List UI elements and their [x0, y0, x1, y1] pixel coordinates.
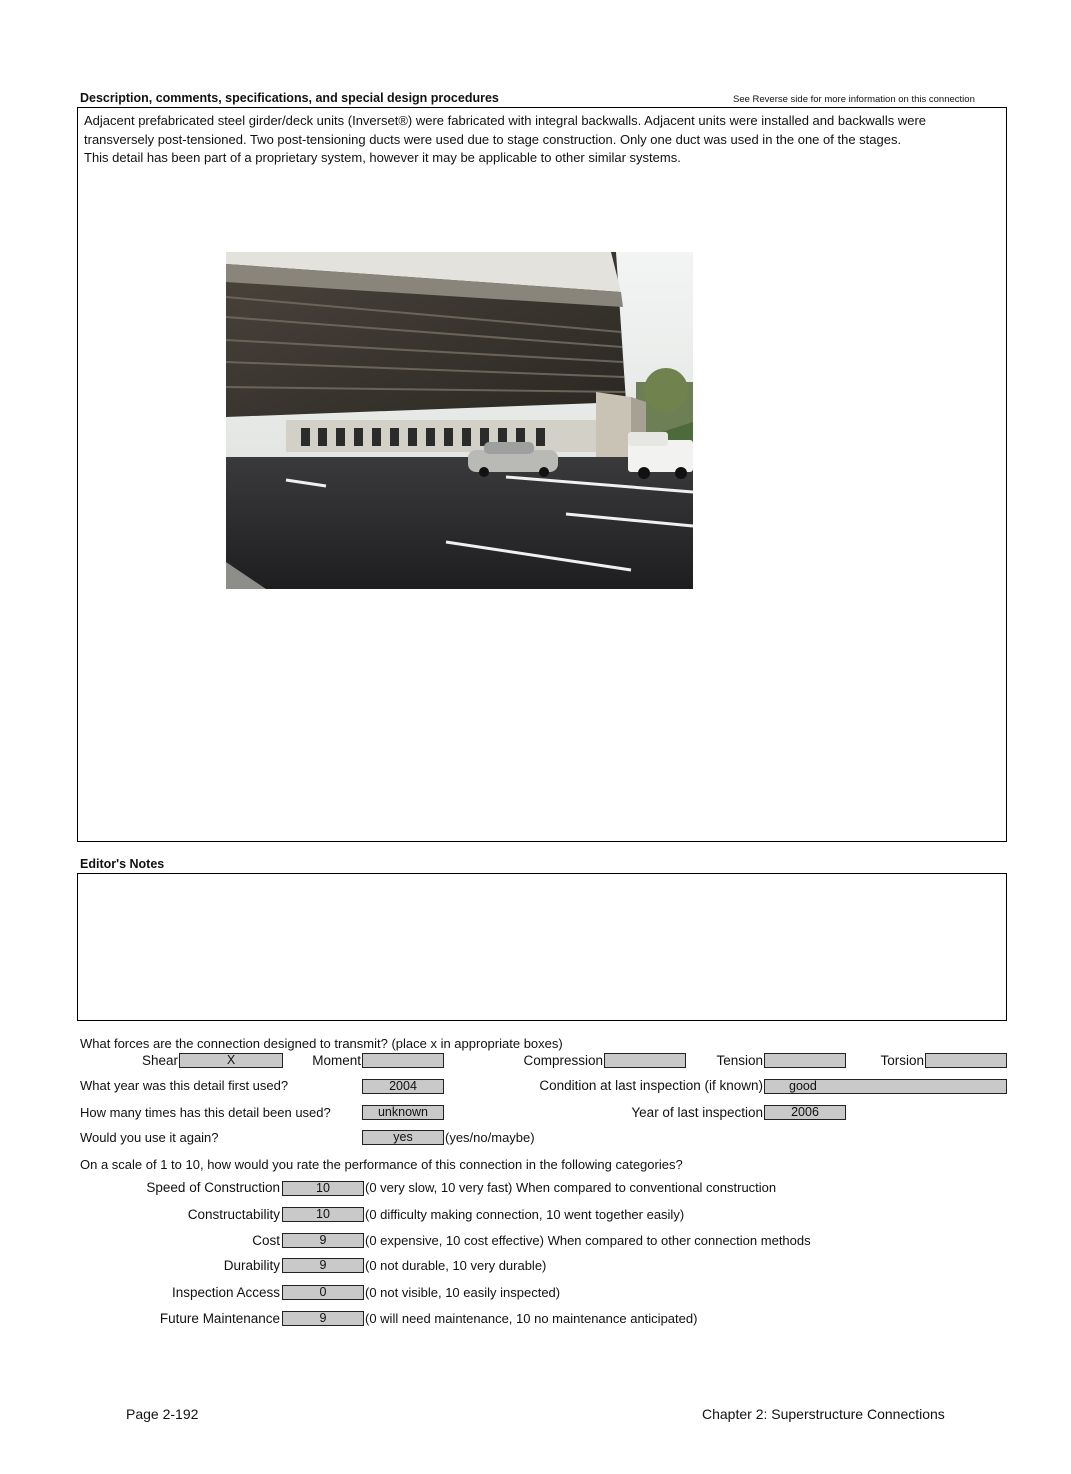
first-used-field[interactable]: 2004 [362, 1079, 444, 1094]
rating-hint-speed: (0 very slow, 10 very fast) When compared to conventional construction [365, 1180, 777, 1195]
torsion-field[interactable] [925, 1053, 1007, 1068]
shear-field[interactable]: X [179, 1053, 283, 1068]
use-again-question: Would you use it again? [80, 1130, 219, 1145]
bridge-underside-photo [226, 252, 693, 589]
rating-hint-cost: (0 expensive, 10 cost effective) When compared to other connection methods [365, 1233, 811, 1248]
rating-intro: On a scale of 1 to 10, how would you rate the performance of this connection in the following categories? [80, 1157, 683, 1172]
use-again-field[interactable]: yes [362, 1130, 444, 1145]
footer-page-number: Page 2-192 [126, 1406, 199, 1422]
rating-label-inspection-access: Inspection Access [171, 1285, 280, 1300]
rating-field-constructability[interactable]: 10 [282, 1207, 364, 1222]
rating-field-speed[interactable]: 10 [282, 1181, 364, 1196]
rating-hint-durability: (0 not durable, 10 very durable) [365, 1258, 547, 1273]
compression-field[interactable] [604, 1053, 686, 1068]
moment-label: Moment [312, 1053, 361, 1068]
compression-label: Compression [523, 1053, 603, 1068]
tension-field[interactable] [764, 1053, 846, 1068]
rating-field-future-maintenance[interactable]: 9 [282, 1311, 364, 1326]
editors-notes-header: Editor's Notes [80, 857, 165, 871]
footer-chapter: Chapter 2: Superstructure Connections [702, 1406, 945, 1422]
rating-label-speed: Speed of Construction [146, 1180, 280, 1195]
year-inspection-label: Year of last inspection [631, 1105, 763, 1120]
first-used-question: What year was this detail first used? [80, 1078, 289, 1093]
use-again-hint: (yes/no/maybe) [445, 1130, 535, 1145]
forces-question: What forces are the connection designed to transmit? (place x in appropriate boxes) [80, 1036, 563, 1051]
moment-field[interactable] [362, 1053, 444, 1068]
rating-label-future-maintenance: Future Maintenance [159, 1311, 280, 1326]
description-line: Adjacent prefabricated steel girder/deck units (Inverset®) were fabricated with integral backwalls. Adjacent units were installed and backwalls were [84, 113, 926, 128]
tension-label: Tension [716, 1053, 763, 1068]
rating-hint-constructability: (0 difficulty making connection, 10 went together easily) [365, 1207, 685, 1222]
condition-field[interactable]: good [764, 1079, 1007, 1094]
rating-field-cost[interactable]: 9 [282, 1233, 364, 1248]
year-inspection-field[interactable]: 2006 [764, 1105, 846, 1120]
condition-label: Condition at last inspection (if known) [539, 1078, 763, 1093]
shear-label: Shear [141, 1053, 178, 1068]
reverse-side-note: See Reverse side for more information on this connection [733, 94, 975, 105]
rating-label-durability: Durability [223, 1258, 280, 1273]
description-line: transversely post-tensioned. Two post-tensioning ducts were used due to stage construction. Only one duct was used in the one of the stages. [84, 131, 902, 147]
description-text [84, 112, 994, 168]
rating-hint-future-maintenance: (0 will need maintenance, 10 no maintenance anticipated) [365, 1311, 698, 1326]
times-used-field[interactable]: unknown [362, 1105, 444, 1120]
rating-field-inspection-access[interactable]: 0 [282, 1285, 364, 1300]
rating-hint-inspection-access: (0 not visible, 10 easily inspected) [365, 1285, 561, 1300]
rating-field-durability[interactable]: 9 [282, 1258, 364, 1273]
times-used-question: How many times has this detail been used? [80, 1105, 331, 1120]
editors-notes-box [77, 873, 1007, 1021]
rating-label-cost: Cost [252, 1233, 280, 1248]
description-header: Description, comments, specifications, and special design procedures [80, 91, 499, 105]
rating-label-constructability: Constructability [187, 1207, 280, 1222]
torsion-label: Torsion [880, 1053, 924, 1068]
description-line: This detail has been part of a proprietary system, however it may be applicable to other similar systems. [84, 150, 681, 165]
